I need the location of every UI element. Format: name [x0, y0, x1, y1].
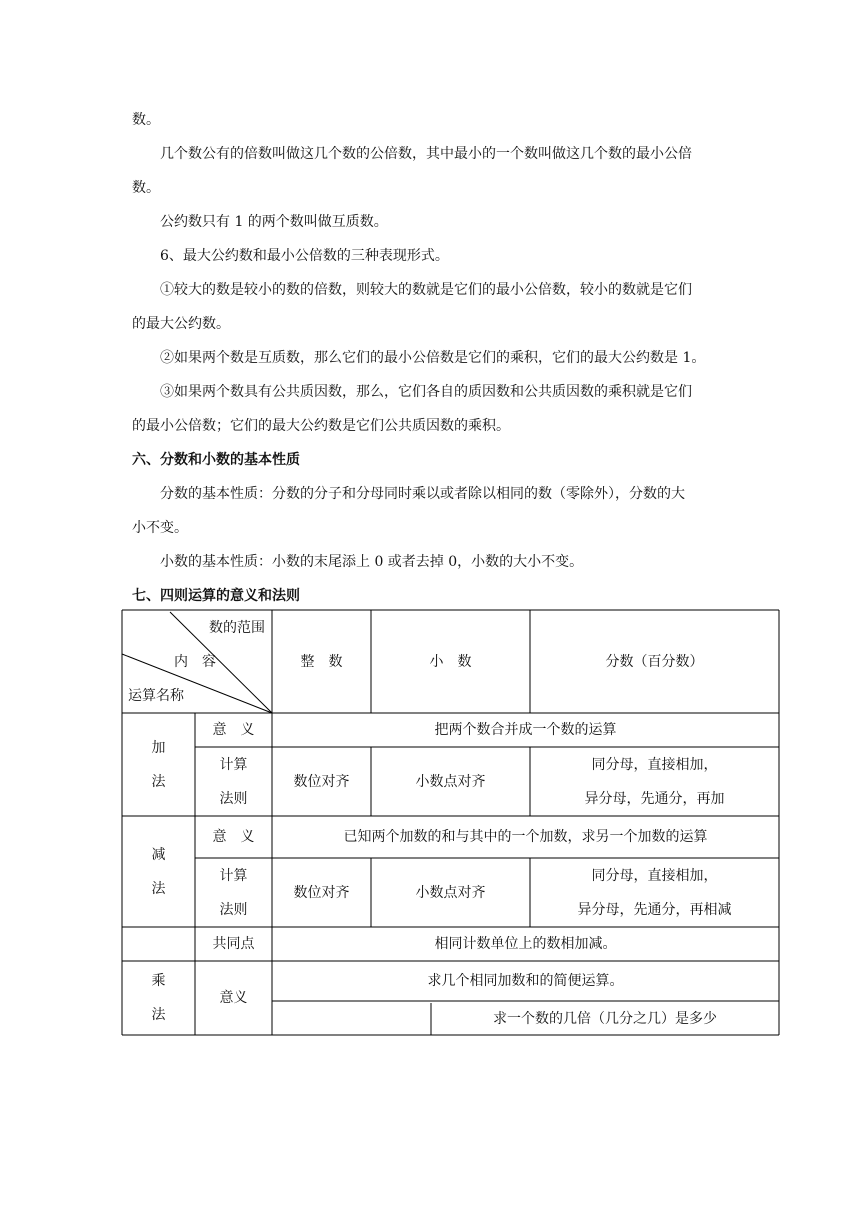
- operation-char: 乘: [151, 973, 166, 989]
- column-header-integer: 整 数: [300, 653, 343, 670]
- paragraph-line: 小数的基本性质：小数的末尾添上 0 或者去掉 0，小数的大小不变。: [160, 554, 584, 570]
- paragraph-line: 的最大公约数。: [132, 316, 230, 332]
- fraction-rule-line: 同分母，直接相加，: [591, 756, 718, 773]
- addition-meaning: 把两个数合并成一个数的运算: [434, 722, 617, 738]
- row-label-meaning: 意义: [219, 990, 248, 1006]
- row-label-rule: [195, 858, 272, 927]
- header-opname-label: 运算名称: [128, 688, 184, 704]
- operation-name-addition: [122, 713, 195, 816]
- multiplication-meaning-integer: 求几个相同加数和的简便运算。: [427, 973, 624, 989]
- paragraph-line: ③如果两个数具有公共质因数，那么，它们各自的质因数和公共质因数的乘积就是它们: [160, 384, 692, 400]
- operation-char: 法: [151, 880, 166, 897]
- operation-char: 法: [151, 773, 166, 790]
- operation-char: 加: [151, 739, 166, 756]
- header-range-label: 数的范围: [209, 620, 265, 636]
- addition-integer-rule: 数位对齐: [293, 773, 350, 790]
- rule-label-line: 计算: [219, 756, 248, 773]
- subtraction-fraction-rule: [530, 858, 779, 927]
- paragraph-line: 小不变。: [132, 520, 188, 536]
- column-header-decimal: 小 数: [429, 653, 472, 670]
- subtraction-decimal-rule: 小数点对齐: [415, 884, 486, 901]
- paragraph-line: 分数的基本性质：分数的分子和分母同时乘以或者除以相同的数（零除外），分数的大: [160, 486, 685, 502]
- rule-label-line: 法则: [219, 790, 248, 807]
- rule-label-line: 法则: [219, 901, 248, 918]
- addition-decimal-rule: 小数点对齐: [415, 773, 486, 790]
- paragraph-line: 数。: [132, 180, 160, 196]
- row-label-meaning: 意 义: [212, 829, 255, 845]
- operation-char: 减: [151, 846, 166, 863]
- operation-char: 法: [151, 1007, 166, 1023]
- paragraph-line: ②如果两个数是互质数，那么它们的最小公倍数是它们的乘积，它们的最大公约数是 1。: [160, 350, 706, 366]
- rule-label-line: 计算: [219, 867, 248, 884]
- paragraph-line: 几个数公有的倍数叫做这几个数的公倍数，其中最小的一个数叫做这几个数的最小公倍: [160, 146, 692, 162]
- paragraph-line: 公约数只有 1 的两个数叫做互质数。: [160, 214, 388, 230]
- fraction-rule-line: 异分母，先通分，再相减: [577, 901, 732, 918]
- section-heading: 七、四则运算的意义和法则: [132, 588, 300, 604]
- paragraph-line: ①较大的数是较小的数的倍数，则较大的数就是它们的最小公倍数，较小的数就是它们: [160, 282, 692, 298]
- multiplication-meaning-fraction: 求一个数的几倍（几分之几）是多少: [493, 1011, 717, 1027]
- operation-name-multiplication: [122, 961, 195, 1035]
- row-label-common: 共同点: [212, 936, 255, 952]
- operation-name-subtraction: [122, 816, 195, 927]
- column-header-fraction: 分数（百分数）: [605, 653, 704, 670]
- row-label-meaning: 意 义: [212, 722, 255, 738]
- section-heading: 六、分数和小数的基本性质: [132, 452, 300, 468]
- fraction-rule-line: 同分母，直接相加，: [591, 867, 718, 884]
- paragraph-line: 的最小公倍数；它们的最大公约数是它们公共质因数的乘积。: [132, 418, 510, 434]
- subtraction-integer-rule: 数位对齐: [293, 884, 350, 901]
- paragraph-line: 数。: [132, 112, 160, 128]
- common-point-text: 相同计数单位上的数相加减。: [434, 936, 617, 952]
- addition-fraction-rule: [530, 747, 779, 816]
- fraction-rule-line: 异分母，先通分，再加: [584, 790, 725, 807]
- paragraph-line: 6、最大公约数和最小公倍数的三种表现形式。: [160, 248, 449, 264]
- subtraction-meaning: 已知两个加数的和与其中的一个加数，求另一个加数的运算: [343, 829, 708, 845]
- header-content-label: 内 容: [174, 654, 216, 670]
- row-label-rule: [195, 747, 272, 816]
